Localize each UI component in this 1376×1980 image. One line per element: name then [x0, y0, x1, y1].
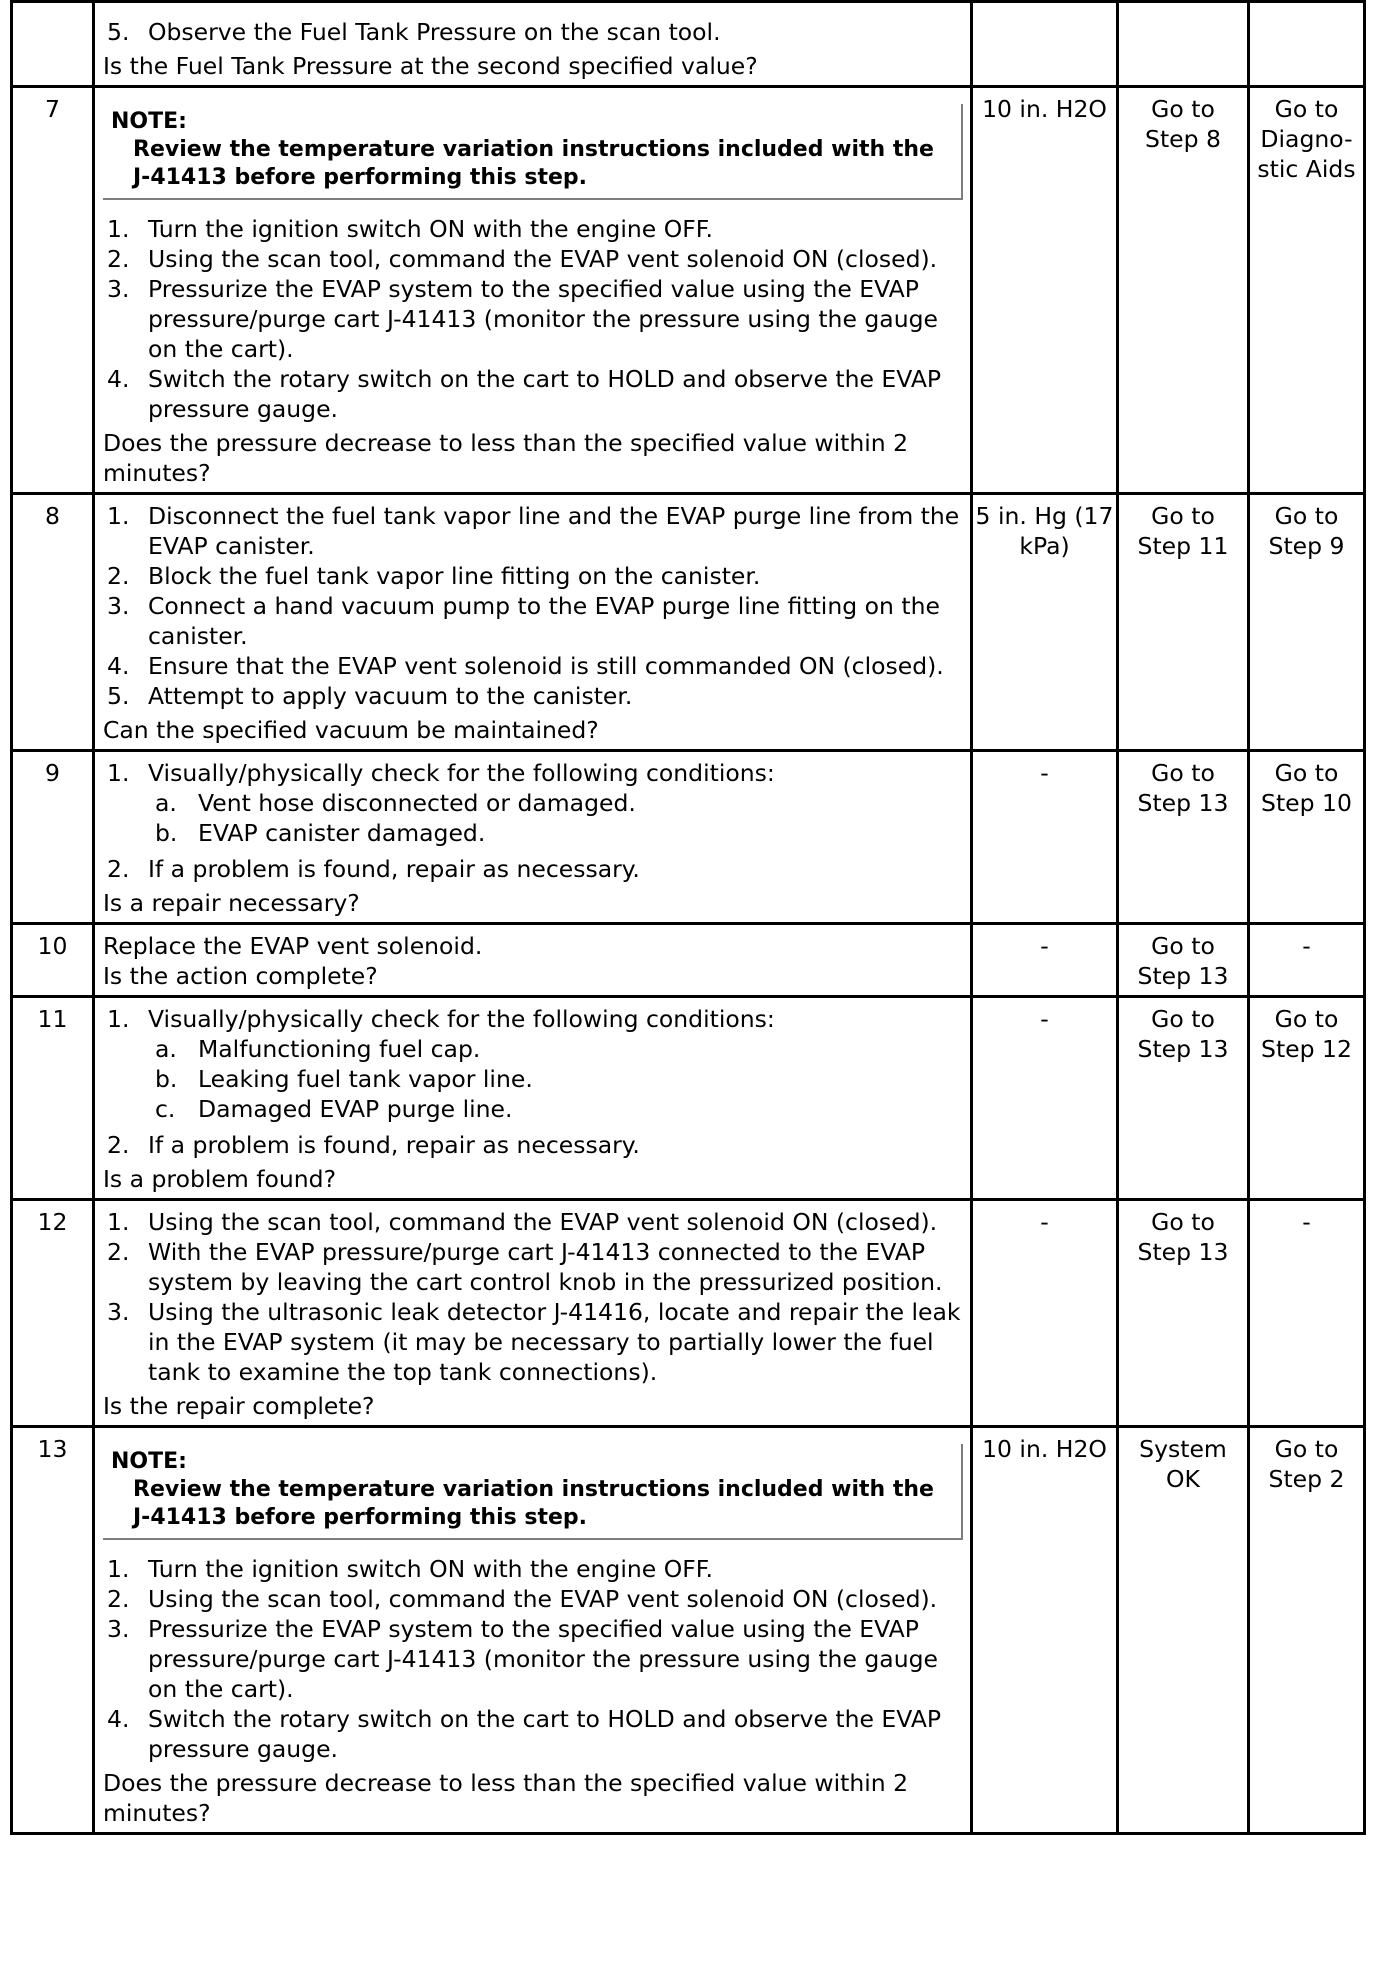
action-cell — [94, 1200, 972, 1427]
list-item-text: Using the scan tool, command the EVAP vent solenoid ON (closed). — [148, 1585, 938, 1613]
step-number: 10 — [12, 924, 94, 997]
yes-cell: Go to Step 8 — [1118, 87, 1249, 494]
list-item-number: 1. — [107, 215, 130, 243]
no-cell: Go to Step 9 — [1249, 494, 1365, 751]
list-item-text: Connect a hand vacuum pump to the EVAP purge line fitting on the canister. — [148, 592, 940, 650]
list-item — [103, 1554, 962, 1584]
list-item-number: 4. — [107, 1705, 130, 1733]
list-item — [103, 214, 962, 244]
value-cell: 10 in. H2O — [972, 87, 1118, 494]
note-text: Review the temperature variation instructions included with the J-41413 before performing this step. — [133, 137, 934, 190]
no-cell — [1249, 2, 1365, 87]
list-item — [103, 364, 962, 424]
note-box — [103, 104, 963, 200]
list-item-number: 4. — [107, 652, 130, 680]
list-item-number: 3. — [107, 592, 130, 620]
list-item-number: 3. — [107, 1298, 130, 1326]
list-item-text: Turn the ignition switch ON with the engine OFF. — [148, 1555, 713, 1583]
no-cell: Go to Step 12 — [1249, 997, 1365, 1200]
question-text: Is a problem found? — [103, 1165, 337, 1193]
procedure-row — [12, 1427, 1365, 1834]
action-text: Replace the EVAP vent solenoid. — [103, 932, 483, 960]
list-item — [103, 274, 962, 364]
no-cell: - — [1249, 1200, 1365, 1427]
list-item — [103, 1614, 962, 1704]
procedure-row — [12, 997, 1365, 1200]
action-cell — [94, 924, 972, 997]
action-cell — [94, 997, 972, 1200]
list-item-text: Switch the rotary switch on the cart to HOLD and observe the EVAP pressure gauge. — [148, 365, 942, 423]
list-item-text: Using the scan tool, command the EVAP vent solenoid ON (closed). — [148, 245, 938, 273]
list-item-number: 2. — [107, 1238, 130, 1266]
procedure-row — [12, 494, 1365, 751]
list-item-number: 1. — [107, 1208, 130, 1236]
list-item-text: With the EVAP pressure/purge cart J-41413 connected to the EVAP system by leaving the cart control knob in the pressurized position. — [148, 1238, 943, 1296]
sub-list-item-letter: b. — [155, 1065, 178, 1093]
list-item-text: Pressurize the EVAP system to the specified value using the EVAP pressure/purge cart J-41413 (monitor the pressure using the gauge on the cart). — [148, 275, 938, 363]
action-text: Is the action complete? — [103, 962, 378, 990]
question-text: Is the repair complete? — [103, 1392, 375, 1420]
list-item-number: 1. — [107, 1005, 130, 1033]
value-cell: 5 in. Hg (17 kPa) — [972, 494, 1118, 751]
list-item — [103, 758, 962, 788]
sub-list-item-letter: c. — [155, 1095, 176, 1123]
procedure-row — [12, 924, 1365, 997]
sub-list-item — [103, 1034, 962, 1064]
sub-list-item — [103, 1064, 962, 1094]
note-box — [103, 1444, 963, 1540]
list-item — [103, 561, 962, 591]
list-item-number: 2. — [107, 855, 130, 883]
list-item-number: 1. — [107, 759, 130, 787]
list-item — [103, 1130, 962, 1160]
list-item-number: 3. — [107, 1615, 130, 1643]
list-item — [103, 681, 962, 711]
sub-list-item-text: EVAP canister damaged. — [198, 819, 486, 847]
value-cell — [972, 2, 1118, 87]
sub-list-item-letter: a. — [155, 789, 177, 817]
value-cell: - — [972, 924, 1118, 997]
procedure-row — [12, 1200, 1365, 1427]
list-item-number: 2. — [107, 245, 130, 273]
sub-list-item-letter: a. — [155, 1035, 177, 1063]
list-item-number: 1. — [107, 502, 130, 530]
diagnostic-procedure-table — [10, 0, 1366, 1835]
list-item-text: If a problem is found, repair as necessary. — [148, 1131, 640, 1159]
yes-cell — [1118, 2, 1249, 87]
list-item-number: 4. — [107, 365, 130, 393]
question-text: Does the pressure decrease to less than the specified value within 2 minutes? — [103, 429, 909, 487]
list-item-text: Visually/physically check for the following conditions: — [148, 1005, 775, 1033]
procedure-table-body — [12, 2, 1365, 1834]
value-cell: 10 in. H2O — [972, 1427, 1118, 1834]
list-item-number: 5. — [107, 682, 130, 710]
list-item — [103, 1237, 962, 1297]
question-text: Is the Fuel Tank Pressure at the second specified value? — [103, 52, 758, 80]
action-cell — [94, 494, 972, 751]
question-text: Does the pressure decrease to less than the specified value within 2 minutes? — [103, 1769, 909, 1827]
list-item-number: 5. — [107, 18, 130, 46]
sub-list-item — [103, 818, 962, 848]
procedure-row — [12, 751, 1365, 924]
note-text: Review the temperature variation instructions included with the J-41413 before performing this step. — [133, 1477, 934, 1530]
yes-cell: Go to Step 13 — [1118, 924, 1249, 997]
list-item-number: 3. — [107, 275, 130, 303]
list-item — [103, 591, 962, 651]
list-item-text: Attempt to apply vacuum to the canister. — [148, 682, 633, 710]
list-item — [103, 1704, 962, 1764]
no-cell: - — [1249, 924, 1365, 997]
list-item — [103, 1004, 962, 1034]
procedure-row — [12, 2, 1365, 87]
list-item — [103, 501, 962, 561]
sub-list-item-text: Leaking fuel tank vapor line. — [198, 1065, 533, 1093]
note-label: NOTE: — [111, 109, 187, 134]
step-number: 8 — [12, 494, 94, 751]
sub-list-item — [103, 1094, 962, 1124]
step-number: 12 — [12, 1200, 94, 1427]
value-cell: - — [972, 1200, 1118, 1427]
yes-cell: Go to Step 13 — [1118, 997, 1249, 1200]
note-label: NOTE: — [111, 1449, 187, 1474]
list-item-text: Disconnect the fuel tank vapor line and the EVAP purge line from the EVAP canister. — [148, 502, 960, 560]
value-cell: - — [972, 997, 1118, 1200]
list-item-text: Pressurize the EVAP system to the specified value using the EVAP pressure/purge cart J-41413 (monitor the pressure using the gauge on the cart). — [148, 1615, 938, 1703]
sub-list-item-text: Damaged EVAP purge line. — [198, 1095, 513, 1123]
list-item-number: 1. — [107, 1555, 130, 1583]
list-item — [103, 1297, 962, 1387]
step-number: 13 — [12, 1427, 94, 1834]
action-cell — [94, 1427, 972, 1834]
action-cell — [94, 751, 972, 924]
list-item — [103, 651, 962, 681]
list-item-text: Using the ultrasonic leak detector J-41416, locate and repair the leak in the EVAP system (it may be necessary to partially lower the fuel tank to examine the top tank connections). — [148, 1298, 961, 1386]
sub-list-item — [103, 788, 962, 818]
sub-list-item-letter: b. — [155, 819, 178, 847]
list-item — [103, 1584, 962, 1614]
step-number: 11 — [12, 997, 94, 1200]
list-item — [103, 17, 962, 47]
action-cell — [94, 87, 972, 494]
value-cell: - — [972, 751, 1118, 924]
procedure-row — [12, 87, 1365, 494]
yes-cell: Go to Step 13 — [1118, 751, 1249, 924]
yes-cell: Go to Step 11 — [1118, 494, 1249, 751]
no-cell: Go to Diagno-stic Aids — [1249, 87, 1365, 494]
list-item-text: Visually/physically check for the following conditions: — [148, 759, 775, 787]
list-item-number: 2. — [107, 1131, 130, 1159]
sub-list-item-text: Malfunctioning fuel cap. — [198, 1035, 481, 1063]
action-cell — [94, 2, 972, 87]
no-cell: Go to Step 2 — [1249, 1427, 1365, 1834]
list-item-number: 2. — [107, 1585, 130, 1613]
list-item — [103, 244, 962, 274]
step-number: 9 — [12, 751, 94, 924]
yes-cell: System OK — [1118, 1427, 1249, 1834]
question-text: Can the specified vacuum be maintained? — [103, 716, 599, 744]
list-item-text: Observe the Fuel Tank Pressure on the scan tool. — [148, 18, 721, 46]
no-cell: Go to Step 10 — [1249, 751, 1365, 924]
list-item-number: 2. — [107, 562, 130, 590]
list-item — [103, 1207, 962, 1237]
list-item-text: Ensure that the EVAP vent solenoid is still commanded ON (closed). — [148, 652, 944, 680]
list-item-text: Switch the rotary switch on the cart to HOLD and observe the EVAP pressure gauge. — [148, 1705, 942, 1763]
question-text: Is a repair necessary? — [103, 889, 360, 917]
list-item — [103, 854, 962, 884]
list-item-text: Block the fuel tank vapor line fitting on the canister. — [148, 562, 761, 590]
step-number — [12, 2, 94, 87]
list-item-text: If a problem is found, repair as necessary. — [148, 855, 640, 883]
yes-cell: Go to Step 13 — [1118, 1200, 1249, 1427]
list-item-text: Using the scan tool, command the EVAP vent solenoid ON (closed). — [148, 1208, 938, 1236]
step-number: 7 — [12, 87, 94, 494]
list-item-text: Turn the ignition switch ON with the engine OFF. — [148, 215, 713, 243]
sub-list-item-text: Vent hose disconnected or damaged. — [198, 789, 636, 817]
